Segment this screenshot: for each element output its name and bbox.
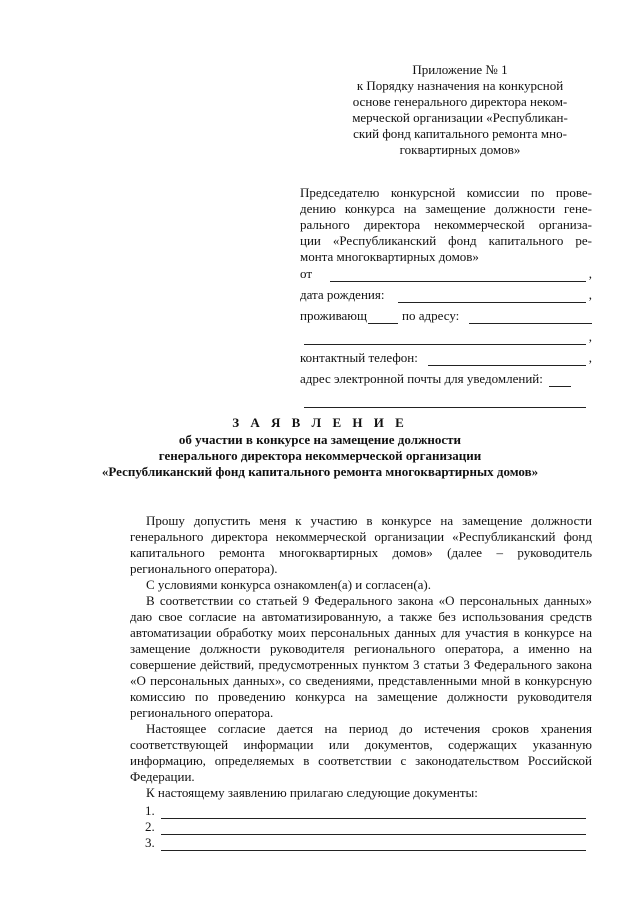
body-paragraph: С условиями конкурса ознакомлен(а) и согласен(а). bbox=[146, 577, 432, 592]
body-paragraph: Прошу допустить меня к участию в конкурсе на замещение должности генерального директора некоммерческой организации «Республиканский фонд капитального ремонта многоквартирных домов» (далее – руководитель регионального оператора). bbox=[130, 513, 592, 576]
ending-input-line[interactable] bbox=[368, 310, 398, 324]
comma: , bbox=[588, 287, 592, 302]
addressee-line: рального директора некоммерческой организа- bbox=[300, 217, 592, 232]
residing-label: проживающ bbox=[300, 308, 368, 323]
body-paragraph: Настоящее согласие дается на период до истечения сроков хранения соответствующей информации или документов, содержащих указанную информацию, определяемых в соответствии с законодательством Российской Федерации. bbox=[130, 721, 592, 784]
address-field[interactable] bbox=[300, 303, 592, 324]
comma: , bbox=[588, 350, 592, 365]
from-input-line[interactable] bbox=[330, 267, 586, 282]
appendix-line: гоквартирных домов» bbox=[399, 142, 521, 157]
document-input-line[interactable] bbox=[161, 821, 586, 835]
phone-input-line[interactable] bbox=[428, 351, 586, 366]
body-paragraph: В соответствии со статьей 9 Федерального закона «О персональных данных» даю свое согласие на автоматизированную, а также без использования средств автоматизации обработку моих персональных данных для участия в конкурсе на замещение должности руководителя регионального оператора, а именно на совершение действий, предусмотренных пунктом 3 статьи 3 Федерального закона «О персональных данных», со сведениями, представленными мной в конкурсную комиссию по проведению конкурса на замещение должности руководителя регионального оператора. bbox=[130, 593, 592, 720]
birthdate-label: дата рождения: bbox=[300, 287, 385, 302]
appendix-line: основе генерального директора неком- bbox=[352, 94, 568, 109]
title-sub-line: «Республиканский фонд капитального ремонта многоквартирных домов» bbox=[101, 464, 539, 479]
birthdate-input-line[interactable] bbox=[398, 288, 585, 303]
statement-body bbox=[130, 513, 592, 851]
appendix-header bbox=[340, 62, 580, 158]
statement-title bbox=[60, 414, 580, 480]
title-main: З А Я В Л Е Н И Е bbox=[232, 415, 408, 430]
appendix-line: ский фонд капитального ремонта мно- bbox=[353, 126, 567, 141]
from-field[interactable] bbox=[300, 265, 592, 282]
email-input-line[interactable] bbox=[549, 372, 571, 387]
addressee-line: Председателю конкурсной комиссии по прове- bbox=[300, 185, 592, 200]
phone-label: контактный телефон: bbox=[300, 350, 418, 365]
appendix-line: к Порядку назначения на конкурсной bbox=[356, 78, 564, 93]
addressee-block bbox=[300, 185, 592, 408]
address-continuation-field[interactable] bbox=[300, 324, 592, 345]
addressee-line: дению конкурса на замещение должности гене- bbox=[300, 201, 592, 216]
address-input-line[interactable] bbox=[469, 309, 592, 324]
birthdate-field[interactable] bbox=[300, 282, 592, 303]
appendix-line: мерческой организации «Республикан- bbox=[352, 110, 568, 125]
document-item[interactable] bbox=[130, 819, 592, 835]
email-continuation-field[interactable] bbox=[300, 387, 592, 408]
email-label: адрес электронной почты для уведомлений: bbox=[300, 371, 543, 386]
document-number: 3. bbox=[145, 835, 155, 850]
addressee-line: монта многоквартирных домов» bbox=[300, 249, 479, 264]
title-sub-line: генерального директора некоммерческой организации bbox=[158, 448, 482, 463]
email-continuation-line[interactable] bbox=[304, 393, 586, 408]
email-field[interactable] bbox=[300, 366, 592, 387]
appendix-line: Приложение № 1 bbox=[412, 62, 508, 77]
from-label: от bbox=[300, 266, 313, 281]
document-item[interactable] bbox=[130, 835, 592, 851]
document-item[interactable] bbox=[130, 803, 592, 819]
document-input-line[interactable] bbox=[161, 805, 586, 819]
address-continuation-line[interactable] bbox=[304, 330, 586, 345]
title-sub-line: об участии в конкурсе на замещение должности bbox=[178, 432, 462, 447]
attached-documents-list bbox=[130, 803, 592, 851]
document-number: 1. bbox=[145, 803, 155, 818]
document-input-line[interactable] bbox=[161, 837, 586, 851]
comma: , bbox=[588, 266, 592, 281]
phone-field[interactable] bbox=[300, 345, 592, 366]
address-label: по адресу: bbox=[402, 308, 460, 323]
comma: , bbox=[588, 329, 592, 344]
document-number: 2. bbox=[145, 819, 155, 834]
addressee-line: ции «Республиканский фонд капитального ре- bbox=[300, 233, 592, 248]
body-paragraph: К настоящему заявлению прилагаю следующие документы: bbox=[146, 785, 478, 800]
